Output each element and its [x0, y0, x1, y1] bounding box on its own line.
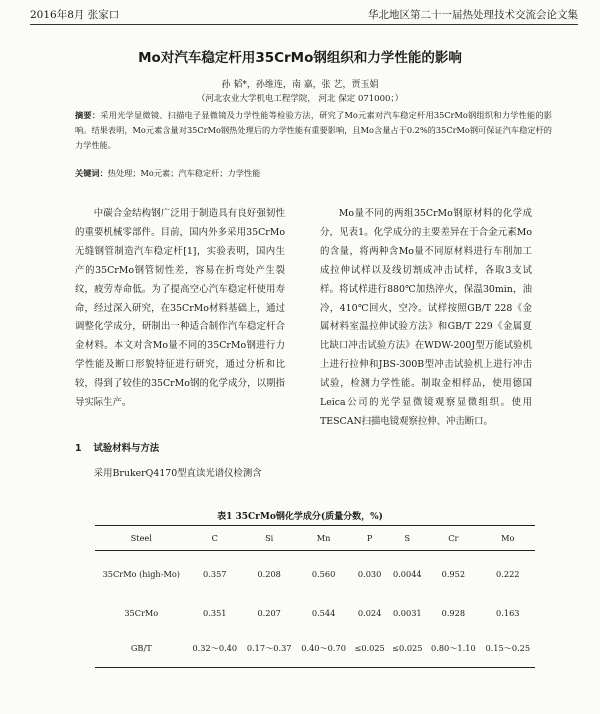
table-cell: 0.17～0.37: [242, 629, 296, 668]
section-number: 1: [75, 443, 82, 454]
table-header-cell: C: [188, 526, 242, 551]
table-cell: 0.222: [496, 569, 520, 579]
table-cell: 0.80～1.10: [426, 629, 480, 668]
table-header-cell: Mn: [296, 526, 350, 551]
running-header: [30, 6, 578, 25]
table-cell: 0.030: [357, 569, 382, 579]
table-cell-steel: GB/T: [95, 629, 188, 668]
table-cell-steel: 35CrMo (high-Mo): [102, 569, 180, 579]
table-header-cell: Cr: [426, 526, 480, 551]
section-heading: [75, 440, 159, 454]
table-row: [95, 551, 535, 598]
table-cell: 0.928: [441, 608, 466, 618]
table-cell: 0.357: [203, 569, 227, 579]
header-proceedings-title: 华北地区第二十一届热处理技术交流会论文集: [368, 9, 578, 21]
table-header-cell: Mo: [481, 526, 535, 551]
paper-title: Mo对汽车稳定杆用35CrMo钢组织和力学性能的影响: [138, 50, 462, 66]
table-cell: ≤0.025: [351, 629, 389, 668]
section-title: 试验材料与方法: [93, 443, 160, 454]
table-cell: 0.207: [257, 608, 281, 618]
table-cell: 0.351: [203, 608, 227, 618]
table-cell: ≤0.025: [388, 629, 426, 668]
keywords-label: 关键词：: [75, 168, 108, 178]
table-cell: 0.32～0.40: [188, 629, 242, 668]
table-cell: 0.0044: [392, 569, 422, 579]
abstract-label: 摘要：: [75, 110, 101, 120]
paper-affiliation: （河北农业大学机电工程学院， 河北 保定 071000；）: [196, 94, 404, 104]
table-header-cell: Si: [242, 526, 296, 551]
table-cell: 0.952: [441, 569, 466, 579]
table-cell-steel: 35CrMo: [124, 608, 159, 618]
table-cell: 0.544: [311, 608, 336, 618]
table-caption: 表1 35CrMo钢化学成分(质量分数，%): [217, 512, 383, 522]
table-cell: 0.40～0.70: [296, 629, 350, 668]
table-cell: 0.15～0.25: [481, 629, 535, 668]
paper-authors: 孙 韬*，孙维连，南 嘉，张 艺，贾玉娟: [221, 80, 379, 90]
method-paragraph: Mo量不同的两组35CrMo钢原材料的化学成分，见表1。化学成分的主要差异在于合金元素Mo的含量，将两种含Mo量不同原材料进行车削加工成拉伸试样以及线切割成冲击试样，各取3支试样。将试样进行880℃加热淬火，保温30min，油冷，410℃回火，空冷。试样按照GB/T 228《金属材料室温拉伸试验方法》和GB/T 229《金属夏比缺口冲击试验方法》在WDW-200J型万能试验机上进行拉伸和JBS-300B型冲击试验机上进行冲击试验，检测力学性能。制取金相样品，使用德国Leica公司的光学显微镜观察显微组织。使用TESCAN扫描电镜观察拉伸、冲击断口。: [320, 208, 532, 427]
intro-paragraph: 中碳合金结构钢广泛用于制造具有良好强韧性的重要机械零部件。目前，国内外多采用35CrMo无缝钢管制造汽车稳定杆[1]，实验表明，国内生产的35CrMo钢管韧性差，容易在折弯处产生裂纹，疲劳寿命低。为了提高空心汽车稳定杆使用寿命，经过深入研究，在35CrMo材料基础上，通过调整化学成分，研制出一种适合制作汽车稳定杆合金材料。本文对含Mo量不同的35CrMo钢进行力学性能及断口形貌特征进行研究，通过分析和比较，得到了较佳的35CrMo钢的化学成分，以期指导实际生产。: [75, 208, 285, 409]
keywords-text: 热处理；Mo元素；汽车稳定杆；力学性能: [107, 168, 261, 178]
table-cell: 0.024: [357, 608, 382, 618]
table-header-cell: S: [388, 526, 426, 551]
composition-table: [95, 525, 535, 668]
abstract-text: 采用光学显微镜、扫描电子显微镜及力学性能等检验方法，研究了Mo元素对汽车稳定杆用35CrMo钢组织和力学性能的影响。结果表明，Mo元素含量对35CrMo钢热处理后的力学性能有重要影响，且Mo含量占于0.2%的35CrMo钢可保证汽车稳定杆的力学性能。: [75, 110, 552, 150]
header-date-location: 2016年8月 张家口: [30, 9, 120, 21]
table-header-cell: P: [351, 526, 389, 551]
table-row: [95, 597, 535, 629]
table-header-cell: Steel: [95, 526, 188, 551]
table-header-row: [95, 526, 535, 551]
table-cell: 0.163: [496, 608, 520, 618]
table-cell: 0.208: [257, 569, 281, 579]
table-row: [95, 629, 535, 668]
table-cell: 0.560: [311, 569, 336, 579]
abstract: [75, 108, 552, 153]
method-paragraph-start: 采用BrukerQ4170型直读光谱仪检测含: [93, 468, 262, 479]
keywords: [75, 168, 552, 179]
table-cell: 0.0031: [392, 608, 422, 618]
